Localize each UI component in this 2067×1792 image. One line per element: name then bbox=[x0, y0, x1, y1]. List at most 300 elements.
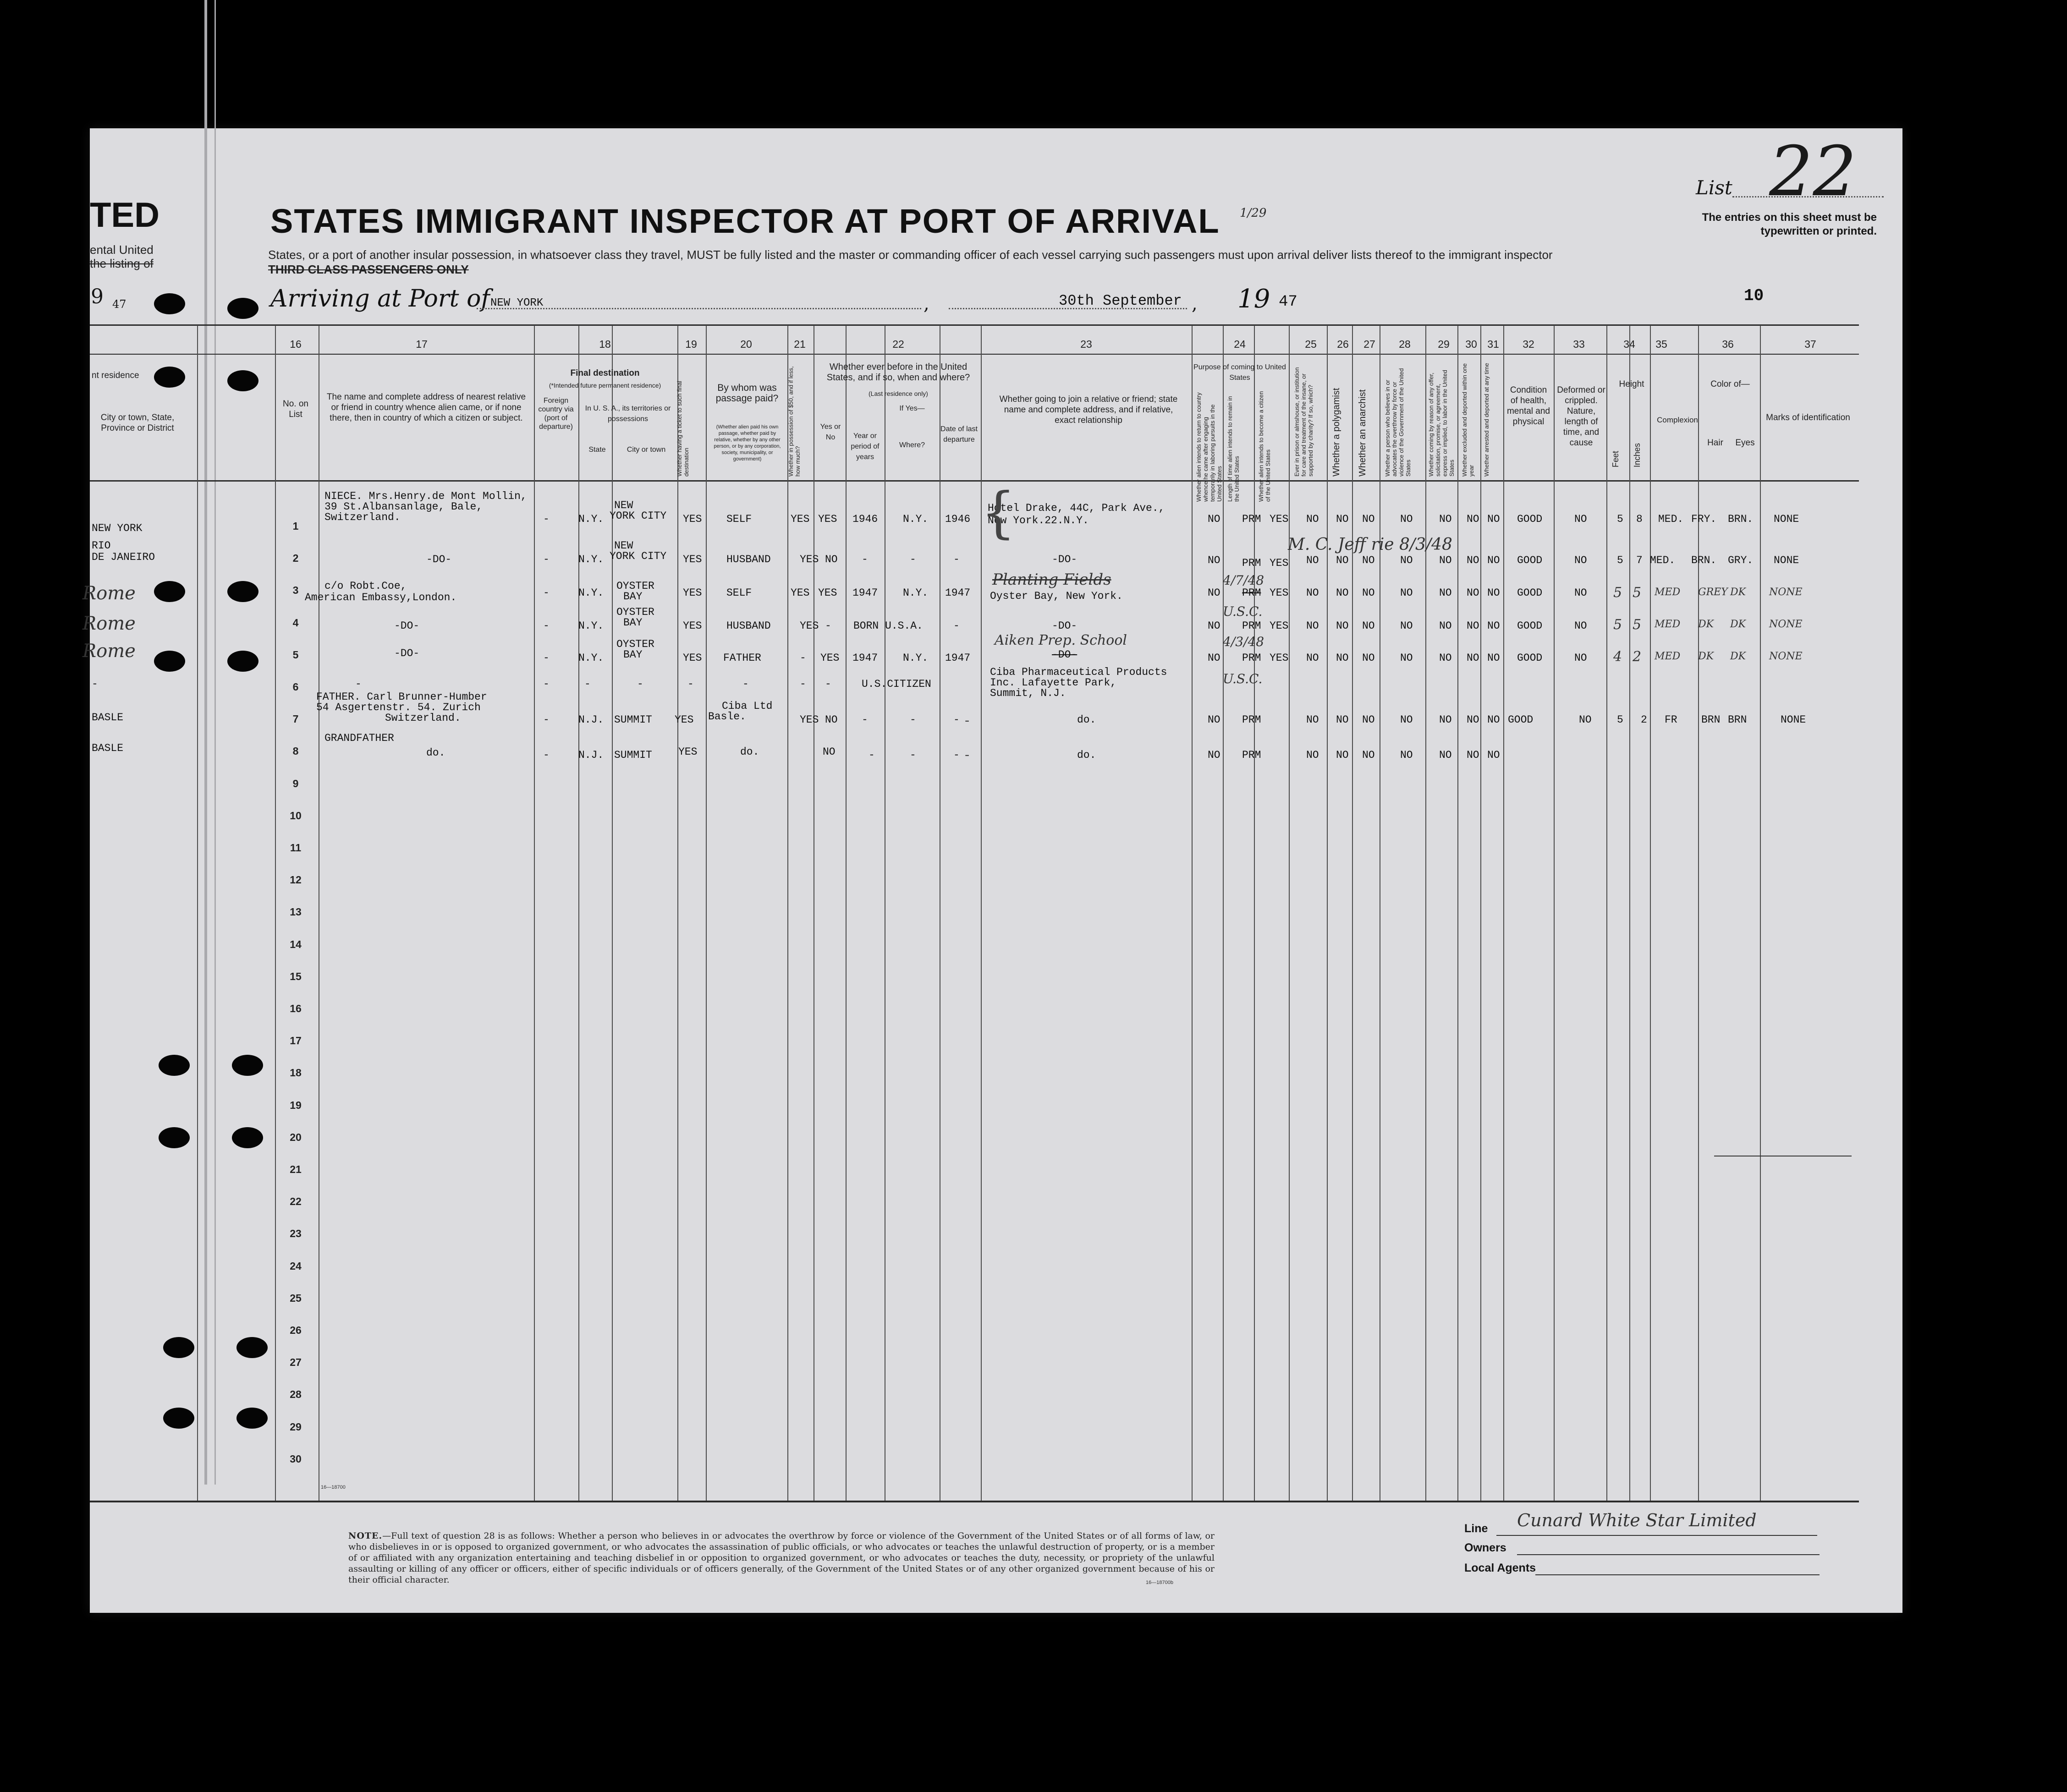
entry-feet: 5 bbox=[1617, 513, 1623, 525]
left-year-fragment: 47 bbox=[112, 298, 126, 311]
column-rule bbox=[1554, 325, 1555, 1501]
column-rule bbox=[846, 325, 847, 1501]
entry-health: GOOD bbox=[1508, 714, 1534, 726]
entry-complexion-handwritten: MED bbox=[1655, 651, 1681, 662]
entry-joining-handwritten: Aiken Prep. School bbox=[995, 632, 1127, 648]
entry-purpose-return: NO bbox=[1208, 620, 1220, 632]
entry-city: BAY bbox=[623, 617, 643, 629]
manifest-sheet bbox=[90, 128, 1902, 1613]
header-deformed: Deformed or crippled. Nature, length of time, and cause bbox=[1557, 385, 1605, 448]
binding-hole bbox=[232, 1055, 263, 1076]
entry-anarchist: NO bbox=[1362, 513, 1375, 525]
entry-city: SUMMIT bbox=[614, 749, 652, 761]
entry-complexion-handwritten: MED bbox=[1655, 619, 1681, 630]
entry-complexion-handwritten: MED bbox=[1655, 586, 1681, 598]
column-rule bbox=[534, 325, 535, 1501]
entry-prison: NO bbox=[1306, 652, 1319, 664]
entry-overthrow: NO bbox=[1400, 587, 1413, 599]
entry-ticket: YES bbox=[675, 714, 694, 726]
column-number: 32 bbox=[1523, 338, 1534, 350]
entry-hair-handwritten: GREY bbox=[1698, 586, 1728, 598]
header-complexion: Complexion bbox=[1657, 416, 1698, 424]
entry-health: GOOD bbox=[1517, 652, 1543, 664]
entry-where: N.Y. bbox=[903, 587, 929, 599]
entry-relative: 39 St.Albansanlage, Bale, bbox=[324, 501, 483, 513]
header-year-period: Year or period of years bbox=[851, 432, 880, 461]
entry-eyes-handwritten: DK bbox=[1730, 651, 1746, 662]
binding-hole bbox=[159, 1055, 190, 1076]
header-foreign-country: Foreign country via (port of departure) bbox=[538, 397, 574, 431]
header-health: Condition of health, mental and physical bbox=[1506, 385, 1550, 427]
binding-hole bbox=[159, 1127, 190, 1148]
column-number: 25 bbox=[1305, 338, 1317, 350]
entry-arrested: NO bbox=[1487, 749, 1500, 761]
entry-hair-handwritten: DK bbox=[1698, 619, 1714, 630]
comma-separator: , bbox=[924, 293, 929, 314]
line-number: 10 bbox=[290, 809, 302, 822]
entry-year: - bbox=[869, 749, 875, 761]
column-number: 16 bbox=[290, 338, 302, 350]
entry-money: YES bbox=[800, 714, 819, 726]
entry-health: GOOD bbox=[1517, 620, 1543, 632]
entry-via: - bbox=[543, 652, 550, 664]
entry-departed: 1946 bbox=[945, 513, 971, 525]
entry-purpose-return: NO bbox=[1208, 714, 1220, 726]
header-height: Height bbox=[1619, 379, 1644, 389]
entry-via: - bbox=[543, 714, 550, 726]
entry-relative: NIECE. Mrs.Henry.de Mont Mollin, bbox=[324, 490, 527, 502]
header-paid-by: By whom was passage paid? bbox=[715, 383, 779, 404]
dash-mark: - bbox=[965, 712, 970, 729]
entry-eyes-handwritten: DK bbox=[1730, 586, 1746, 598]
intro-text-body: States, or a port of another insular possession, in whatsoever class they travel, MUST be fully listed and the master or commanding officer of each vessel carrying such passengers must upon arrival deliver lists thereof to the immigrant inspector bbox=[268, 248, 1553, 262]
entry-excluded: NO bbox=[1467, 513, 1479, 525]
line-number: 6 bbox=[292, 681, 299, 693]
entry-excluded: NO bbox=[1467, 749, 1479, 761]
entry-arrested: NO bbox=[1487, 714, 1500, 726]
handwritten-annotation: M. C. Jeff rie 8/3/48 bbox=[1288, 535, 1452, 554]
entry-overthrow: NO bbox=[1400, 554, 1413, 566]
entry-before: - bbox=[825, 620, 831, 632]
entry-hair-handwritten: DK bbox=[1698, 651, 1714, 662]
entry-money: YES bbox=[800, 553, 819, 565]
entry-feet: 5 bbox=[1617, 714, 1623, 726]
entry-year: 1946 bbox=[852, 513, 878, 525]
line-number: 25 bbox=[290, 1292, 302, 1304]
entry-residence-handwritten: Rome bbox=[82, 613, 136, 634]
entry-eyes-handwritten: DK bbox=[1730, 619, 1746, 630]
header-residence-sub: City or town, State, Province or District bbox=[100, 413, 175, 433]
header-arrested: Whether arrested and deported at any time bbox=[1483, 363, 1490, 477]
entry-paid-by: SELF bbox=[726, 513, 752, 525]
entry-year: - bbox=[862, 553, 868, 565]
entry-contract: NO bbox=[1439, 587, 1452, 599]
entry-arrested: NO bbox=[1487, 620, 1500, 632]
entry-via: - bbox=[543, 553, 550, 565]
entry-relative: Switzerland. bbox=[324, 511, 401, 523]
column-rule bbox=[1289, 325, 1290, 1501]
arrival-date: 30th September bbox=[1059, 292, 1182, 309]
entry-arrested: NO bbox=[1487, 652, 1500, 664]
entry-marks-handwritten: NONE bbox=[1769, 586, 1803, 598]
entry-anarchist: NO bbox=[1362, 587, 1375, 599]
entry-joining-handwritten: Planting Fields bbox=[992, 570, 1111, 589]
column-number: 24 bbox=[1234, 338, 1246, 350]
header-paid-by-note: (Whether alien paid his own passage, whether paid by relative, whether by any other person, or by any corporation, society, municipality, or government) bbox=[714, 424, 781, 462]
handwritten-annotation: 4/7/48 bbox=[1223, 573, 1264, 588]
page-title: STATES IMMIGRANT INSPECTOR AT PORT OF ARRIVAL bbox=[270, 202, 1220, 240]
entry-purpose-length: PRM bbox=[1242, 749, 1261, 761]
entry-relative: 54 Asgertenstr. 54. Zurich bbox=[316, 701, 481, 713]
entry-purpose-length: PRM bbox=[1242, 557, 1261, 569]
line-number: 30 bbox=[290, 1452, 302, 1465]
entry-money: YES bbox=[791, 513, 810, 525]
local-agents-label: Local Agents bbox=[1464, 1562, 1536, 1574]
header-hair: Hair bbox=[1707, 438, 1723, 448]
entry-joining: Hotel Drake, 44C, Park Ave., bbox=[988, 502, 1165, 514]
entry-where: - bbox=[910, 553, 916, 565]
entry-health: GOOD bbox=[1517, 554, 1543, 566]
entry-prison: NO bbox=[1306, 749, 1319, 761]
table-top-rule bbox=[90, 324, 1859, 326]
entry-joining: New York.22.N.Y. bbox=[988, 515, 1089, 526]
header-bottom-rule bbox=[90, 480, 1859, 482]
entry-purpose-citizen: YES bbox=[1270, 513, 1289, 525]
entry-health: GOOD bbox=[1517, 513, 1543, 525]
column-rule bbox=[612, 325, 613, 1501]
header-marks: Marks of identification bbox=[1766, 413, 1850, 422]
line-number: 15 bbox=[290, 970, 302, 982]
entry-overthrow: NO bbox=[1400, 513, 1413, 525]
column-rule bbox=[1192, 325, 1193, 1501]
line-number: 29 bbox=[290, 1420, 302, 1433]
entry-state: N.Y. bbox=[578, 513, 604, 525]
entry-year: BORN U.S.A. bbox=[853, 620, 923, 632]
entry-joining: Summit, N.J. bbox=[990, 687, 1066, 699]
line-number: 21 bbox=[290, 1163, 302, 1175]
line-number: 5 bbox=[292, 648, 299, 661]
comma-separator: , bbox=[1192, 293, 1198, 314]
line-number: 24 bbox=[290, 1260, 302, 1272]
entry-relative: GRANDFATHER bbox=[324, 732, 394, 744]
entry-paid-by: SELF bbox=[726, 587, 752, 599]
entry-arrested: NO bbox=[1487, 513, 1500, 525]
entry-joining: -DO- bbox=[1052, 620, 1077, 632]
entry-purpose-citizen: YES bbox=[1270, 587, 1289, 599]
entry-state: N.Y. bbox=[578, 652, 604, 664]
entry-polygamist: NO bbox=[1336, 714, 1349, 726]
header-if-yes: If Yes— bbox=[899, 405, 925, 412]
entry-via: - bbox=[543, 749, 550, 761]
sheet-fold-line bbox=[204, 0, 207, 1485]
dash-mark: - bbox=[965, 747, 970, 763]
column-number: 31 bbox=[1487, 338, 1499, 350]
entry-purpose-citizen: YES bbox=[1270, 620, 1289, 632]
entry-joining: Ciba Pharmaceutical Products bbox=[990, 666, 1167, 678]
entry-via: - bbox=[543, 513, 550, 525]
entry-purpose-citizen: YES bbox=[1270, 557, 1289, 569]
entry-paid-by: FATHER bbox=[723, 652, 761, 664]
entry-complexion: MED. bbox=[1650, 554, 1676, 566]
entry-purpose-return: NO bbox=[1208, 554, 1220, 566]
entry-city: YORK CITY bbox=[610, 550, 667, 562]
entry-before: YES bbox=[818, 587, 837, 599]
column-rule bbox=[578, 325, 579, 1501]
entry-feet-handwritten: 5 bbox=[1613, 585, 1622, 601]
entry-anarchist: NO bbox=[1362, 554, 1375, 566]
entry-contract: NO bbox=[1439, 513, 1452, 525]
line-number: 26 bbox=[290, 1324, 302, 1336]
line-number: 13 bbox=[290, 906, 302, 918]
binding-hole bbox=[163, 1408, 194, 1429]
footnote-label: NOTE. bbox=[348, 1531, 383, 1541]
header-where: Where? bbox=[899, 441, 925, 449]
table-bottom-rule bbox=[90, 1501, 1859, 1502]
column-number: 35 bbox=[1655, 338, 1667, 350]
entry-via: - bbox=[543, 678, 550, 690]
entry-prison: NO bbox=[1306, 513, 1319, 525]
header-feet: Feet bbox=[1611, 450, 1620, 467]
binding-hole bbox=[154, 367, 185, 388]
entry-via: - bbox=[543, 587, 550, 599]
entry-residence-handwritten: Rome bbox=[82, 583, 136, 604]
column-number: 21 bbox=[794, 338, 806, 350]
entry-anarchist: NO bbox=[1362, 652, 1375, 664]
entry-purpose-length: PRM bbox=[1242, 513, 1261, 525]
column-rule bbox=[1606, 325, 1607, 1501]
footnote-text: —Full text of question 28 is as follows: Whether a person who believes in or advocates the overthrow by force or violence of the Government of the United States or of all forms of law, or who disbelieves in or is opposed to organized government, or who advocates the assassination of public officials, or who advocates or teaches the unlawful destruction of property, or is a member of or affiliated with any organization entertaining and teaching disbelief in or opposition to organized government, or who advocates or teaches the duty, necessity, or propriety of the unlawful assaulting or killing of any officer or officers, either of specific individuals or of officers generally, of the Government of the United States or of any other organized government because of his or their official character. bbox=[348, 1531, 1215, 1585]
entry-departed: - bbox=[953, 749, 960, 761]
entry-where: N.Y. bbox=[903, 652, 929, 664]
entry-ticket: YES bbox=[683, 620, 702, 632]
line-number: 3 bbox=[292, 584, 299, 597]
column-rule bbox=[1425, 325, 1426, 1501]
entry-state: N.Y. bbox=[578, 620, 604, 632]
column-number: 17 bbox=[416, 338, 428, 350]
line-number: 1 bbox=[292, 520, 299, 532]
entry-contract: NO bbox=[1439, 620, 1452, 632]
binding-hole bbox=[227, 370, 258, 391]
line-number: 23 bbox=[290, 1228, 302, 1240]
entry-deformed: NO bbox=[1579, 714, 1592, 726]
entry-paid-by: - bbox=[742, 678, 749, 690]
entry-where: N.Y. bbox=[903, 513, 929, 525]
column-number: 37 bbox=[1804, 338, 1816, 350]
entry-residence: NEW YORK bbox=[92, 522, 143, 534]
column-number: 18 bbox=[599, 338, 611, 350]
header-money: Whether in possession of $50, and if less, how much? bbox=[787, 366, 801, 477]
entry-relative: c/o Robt.Coe, bbox=[324, 580, 407, 592]
entry-excluded: NO bbox=[1467, 714, 1479, 726]
entry-deformed: NO bbox=[1574, 587, 1587, 599]
column-rule bbox=[1629, 325, 1630, 1501]
column-number: 29 bbox=[1438, 338, 1450, 350]
line-number: 16 bbox=[290, 1003, 302, 1014]
header-joining: Whether going to join a relative or friend; state name and complete address, and if relative, exact relationship bbox=[999, 395, 1178, 425]
binding-hole bbox=[227, 651, 258, 672]
page-number: 10 bbox=[1744, 286, 1764, 305]
entry-residence: BASLE bbox=[92, 712, 124, 723]
entry-prison: NO bbox=[1306, 620, 1319, 632]
line-number: 7 bbox=[292, 713, 299, 725]
entry-before: - bbox=[825, 678, 831, 690]
entry-overthrow: NO bbox=[1400, 714, 1413, 726]
entry-excluded: NO bbox=[1467, 554, 1479, 566]
entry-paid-by: Ciba Ltd bbox=[722, 700, 773, 712]
entry-year: 1947 bbox=[852, 652, 878, 664]
line-number: 8 bbox=[292, 745, 299, 757]
entry-city: OYSTER bbox=[616, 606, 654, 618]
entry-contract: NO bbox=[1439, 749, 1452, 761]
left-subtitle: ental United bbox=[90, 243, 154, 257]
entry-deformed: NO bbox=[1574, 620, 1587, 632]
owners-underline bbox=[1517, 1554, 1820, 1555]
entry-eyes: GRY. bbox=[1728, 554, 1754, 566]
entry-paid-by: Basle. bbox=[708, 711, 746, 723]
entry-city: OYSTER bbox=[616, 580, 654, 592]
entry-money: YES bbox=[791, 587, 810, 599]
entry-deformed: NO bbox=[1574, 554, 1587, 566]
entry-relative: -DO- bbox=[394, 647, 420, 659]
column-number: 22 bbox=[892, 338, 904, 350]
entry-deformed: NO bbox=[1574, 652, 1587, 664]
left-subtitle: the listing of bbox=[90, 257, 154, 270]
entry-contract: NO bbox=[1439, 652, 1452, 664]
entry-purpose-length: PRM bbox=[1242, 620, 1261, 632]
entry-before: NO bbox=[823, 746, 836, 758]
entry-ticket: - bbox=[687, 678, 694, 690]
header-excluded: Whether excluded and deported within one year bbox=[1461, 363, 1475, 477]
owners-label: Owners bbox=[1464, 1541, 1506, 1554]
entry-prison: NO bbox=[1306, 554, 1319, 566]
entry-where: - bbox=[910, 714, 916, 726]
handwritten-annotation: 4/3/48 bbox=[1223, 634, 1264, 649]
entry-city: NEW bbox=[614, 540, 633, 552]
entry-city: NEW bbox=[614, 499, 633, 511]
entry-polygamist: NO bbox=[1336, 513, 1349, 525]
entry-state: N.J. bbox=[578, 714, 604, 726]
binding-hole bbox=[227, 581, 258, 602]
column-number: 27 bbox=[1363, 338, 1375, 350]
entry-marks: NONE bbox=[1781, 714, 1806, 726]
entry-hair: BRN. bbox=[1691, 554, 1717, 566]
column-number: 23 bbox=[1080, 338, 1092, 350]
entry-before: YES bbox=[818, 513, 837, 525]
line-number: 28 bbox=[290, 1388, 302, 1401]
entry-relative: American Embassy,London. bbox=[305, 592, 457, 603]
header-yes-or-no: Yes or No bbox=[820, 423, 841, 441]
entry-ticket: YES bbox=[683, 553, 702, 565]
entry-joining: Oyster Bay, New York. bbox=[990, 590, 1123, 602]
column-number: 26 bbox=[1337, 338, 1349, 350]
entry-departed: - bbox=[953, 620, 960, 632]
header-date-departure: Date of last departure bbox=[940, 425, 978, 444]
entry-where: - bbox=[910, 749, 916, 761]
column-rule bbox=[677, 325, 678, 1501]
entry-relative: -DO- bbox=[394, 620, 420, 632]
header-before-note: (Last residence only) bbox=[869, 390, 928, 397]
footnote bbox=[348, 1530, 1215, 1585]
column-number: 36 bbox=[1722, 338, 1734, 350]
entry-purpose-citizen: YES bbox=[1270, 652, 1289, 664]
entry-deformed: NO bbox=[1574, 513, 1587, 525]
entry-anarchist: NO bbox=[1362, 749, 1375, 761]
entry-marks: NONE bbox=[1774, 554, 1799, 566]
entry-year: 1947 bbox=[852, 587, 878, 599]
entry-overthrow: NO bbox=[1400, 620, 1413, 632]
entry-money: - bbox=[800, 652, 806, 664]
intro-text bbox=[268, 247, 1597, 277]
header-city: City or town bbox=[627, 446, 666, 454]
binding-hole bbox=[232, 1127, 263, 1148]
entry-inches: 2 bbox=[1641, 714, 1647, 726]
column-rule bbox=[1480, 325, 1481, 1501]
column-rule bbox=[787, 325, 788, 1501]
list-note: The entries on this sheet must be typewritten or printed. bbox=[1702, 211, 1877, 237]
binding-hole bbox=[236, 1337, 268, 1358]
entry-complexion: MED. bbox=[1658, 513, 1684, 525]
margin-mark: 1/29 bbox=[1240, 206, 1267, 220]
entry-inches: 8 bbox=[1636, 513, 1643, 525]
entry-money: - bbox=[800, 678, 806, 690]
binding-hole bbox=[154, 581, 185, 602]
header-final-destination-note: (*Intended future permanent residence) bbox=[549, 382, 661, 389]
title-left-fragment: TED bbox=[90, 196, 159, 235]
header-no-on-list: No. on List bbox=[283, 399, 308, 419]
entry-state: N.Y. bbox=[578, 553, 604, 565]
entry-purpose-return: NO bbox=[1208, 513, 1220, 525]
entry-purpose-length: PRM bbox=[1242, 587, 1261, 599]
entry-city: OYSTER bbox=[616, 638, 654, 650]
line-number: 22 bbox=[290, 1195, 302, 1208]
entry-state: - bbox=[584, 678, 591, 690]
entry-ticket: YES bbox=[683, 652, 702, 664]
list-label: List bbox=[1696, 176, 1732, 199]
entry-purpose-return: NO bbox=[1208, 749, 1220, 761]
entry-purpose-return: NO bbox=[1208, 652, 1220, 664]
entry-residence-handwritten: Rome bbox=[82, 641, 136, 662]
column-rule bbox=[1650, 325, 1651, 1501]
entry-departed: 1947 bbox=[945, 652, 971, 664]
entry-arrested: NO bbox=[1487, 587, 1500, 599]
entry-joining: do. bbox=[1077, 749, 1096, 761]
entry-paid-by: HUSBAND bbox=[726, 553, 771, 565]
entry-before: NO bbox=[825, 553, 838, 565]
column-number: 34 bbox=[1623, 338, 1635, 350]
header-purpose-citizen: Whether alien intends to become a citizen of the United States bbox=[1258, 391, 1271, 502]
form-code: 16—18700 bbox=[321, 1485, 346, 1490]
entry-relative: FATHER. Carl Brunner-Humber bbox=[316, 691, 487, 703]
entry-prison: NO bbox=[1306, 587, 1319, 599]
line-number: 12 bbox=[290, 874, 302, 886]
column-rule bbox=[1760, 325, 1761, 1501]
column-number: 20 bbox=[740, 338, 752, 350]
shipping-line-name: Cunard White Star Limited bbox=[1517, 1510, 1757, 1530]
header-purpose-length: Length of time alien intends to remain in the United States bbox=[1226, 396, 1240, 502]
entry-polygamist: NO bbox=[1336, 620, 1349, 632]
entry-health: GOOD bbox=[1517, 587, 1543, 599]
header-before-in-us: Whether ever before in the United States, and if so, when and where? bbox=[826, 362, 970, 383]
entry-paid-by: HUSBAND bbox=[726, 620, 771, 632]
line-underline bbox=[1496, 1535, 1817, 1536]
entry-polygamist: NO bbox=[1336, 587, 1349, 599]
line-number: 4 bbox=[292, 616, 299, 629]
entry-city: SUMMIT bbox=[614, 714, 652, 726]
entry-marks: NONE bbox=[1774, 513, 1799, 525]
entry-joining: Inc. Lafayette Park, bbox=[990, 677, 1117, 689]
list-number: 22 bbox=[1769, 132, 1857, 212]
header-purpose: Purpose of coming to United States bbox=[1193, 363, 1286, 382]
